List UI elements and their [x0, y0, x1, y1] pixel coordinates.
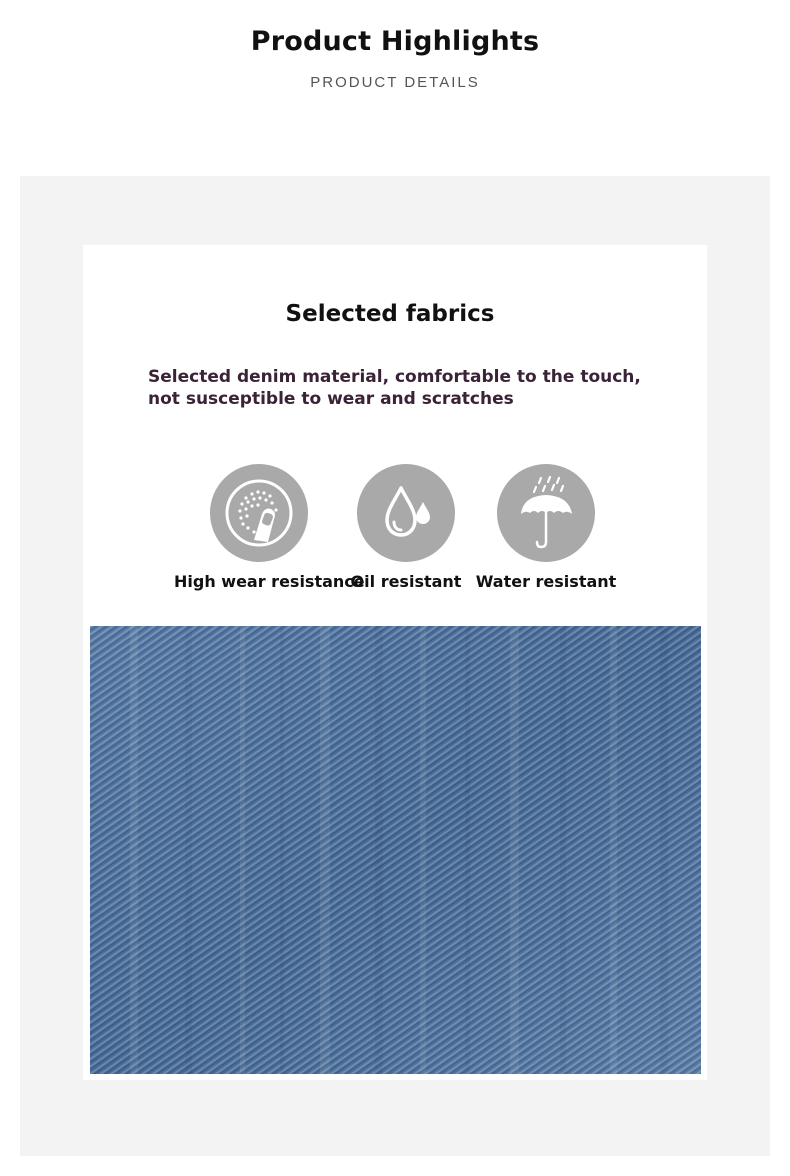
feature-label: Oil resistant	[350, 572, 462, 591]
umbrella-rain-icon	[497, 464, 595, 562]
fabric-card	[83, 245, 707, 1080]
feature-wear-resistance	[174, 464, 365, 591]
page-subtitle: PRODUCT DETAILS	[310, 74, 480, 91]
card-title: Selected fabrics	[285, 301, 495, 327]
page-title: Product Highlights	[250, 26, 540, 57]
droplets-icon	[357, 464, 455, 562]
feature-water-resistant	[461, 464, 631, 591]
feature-label: High wear resistance	[174, 572, 365, 591]
feature-label: Water resistant	[475, 572, 617, 591]
feature-list	[83, 464, 707, 604]
card-description: Selected denim material, comfortable to the touch, not susceptible to wear and scratches	[148, 367, 641, 409]
fingernail-scratch-icon	[210, 464, 308, 562]
denim-fabric-image	[90, 626, 701, 1074]
